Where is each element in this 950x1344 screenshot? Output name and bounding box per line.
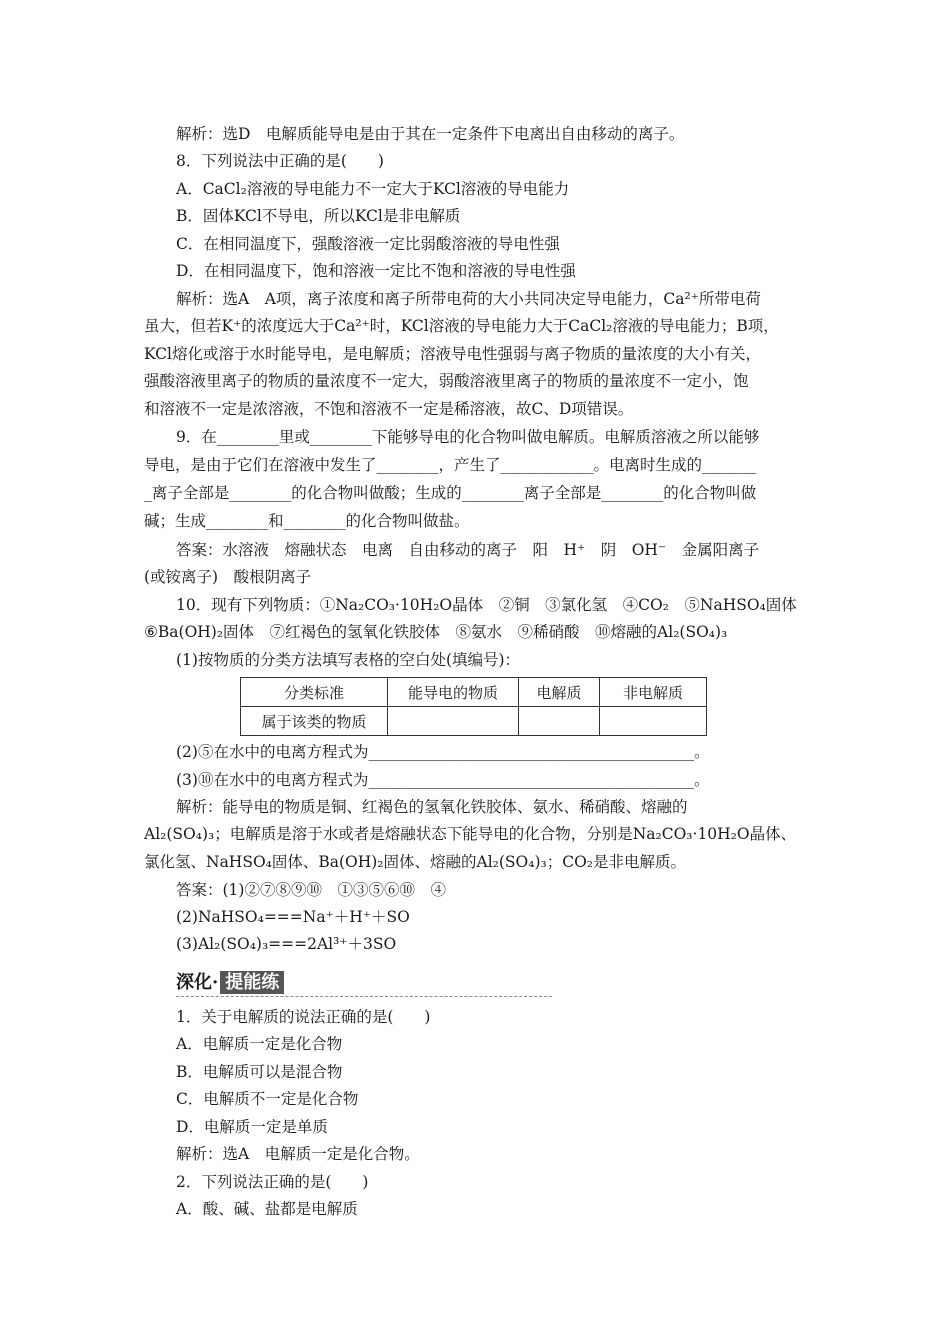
option-a: A．CaCl₂溶液的导电能力不一定大于KCl溶液的导电能力 — [176, 180, 570, 198]
subquestion-1: (1)按物质的分类方法填写表格的空白处(填编号)： — [176, 651, 521, 669]
analysis-line: 氯化氢、NaHSO₄固体、Ba(OH)₂固体、熔融的Al₂(SO₄)₃；CO₂是非电解质。 — [144, 853, 687, 871]
table-header: 分类标准 — [241, 678, 388, 707]
analysis-line: 和溶液不一定是浓溶液，不饱和溶液不一定是稀溶液，故C、D项错误。 — [144, 400, 634, 418]
table-cell — [519, 707, 600, 736]
option-a: A．电解质一定是化合物 — [176, 1035, 343, 1053]
section-divider — [176, 996, 552, 997]
question-2: 2．下列说法正确的是( ) — [176, 1173, 369, 1191]
analysis-line: 解析：选A 电解质一定是化合物。 — [176, 1145, 420, 1163]
table-header: 非电解质 — [600, 678, 707, 707]
subquestion-3: (3)⑩在水中的电离方程式为__________________________________________。 — [176, 771, 710, 789]
option-a: A．酸、碱、盐都是电解质 — [176, 1200, 358, 1218]
section-boxed-label: 提能练 — [220, 971, 284, 994]
analysis-line: 虽大，但若K⁺的浓度远大于Ca²⁺时，KCl溶液的导电能力大于CaCl₂溶液的导电能力；B项， — [144, 317, 779, 335]
classification-table — [240, 677, 707, 736]
question-line: 碱；生成________和________的化合物叫做盐。 — [144, 512, 470, 530]
answer-line: 答案：水溶液 熔融状态 电离 自由移动的离子 阳 H⁺ 阴 OH⁻ 金属阳离子 — [176, 541, 760, 559]
option-b: B．电解质可以是混合物 — [176, 1063, 343, 1081]
table-cell — [600, 707, 707, 736]
option-d: D．在相同温度下，饱和溶液一定比不饱和溶液的导电性强 — [176, 262, 576, 280]
analysis-line: 强酸溶液里离子的物质的量浓度不一定大，弱酸溶液里离子的物质的量浓度不一定小，饱 — [144, 372, 749, 390]
question-8: 8．下列说法中正确的是( ) — [176, 152, 384, 170]
option-c: C．电解质不一定是化合物 — [176, 1090, 359, 1108]
subquestion-2: (2)⑤在水中的电离方程式为__________________________________________。 — [176, 743, 710, 761]
answer-line: (或铵离子) 酸根阴离子 — [144, 568, 312, 586]
section-prefix: 深化· — [176, 972, 219, 993]
question-line: _离子全部是________的化合物叫做酸；生成的________离子全部是________的化合物叫做 — [144, 484, 757, 502]
table-header-row — [241, 678, 707, 707]
text-line: 解析：选D 电解质能导电是由于其在一定条件下电离出自由移动的离子。 — [176, 125, 685, 143]
answer-line: (2)NaHSO₄===Na⁺＋H⁺＋SO — [176, 908, 410, 926]
question-9: 9．在________里或________下能够导电的化合物叫做电解质。电解质溶液之所以能够 — [176, 428, 760, 446]
question-1: 1．关于电解质的说法正确的是( ) — [176, 1008, 431, 1026]
option-d: D．电解质一定是单质 — [176, 1118, 328, 1136]
question-line: 导电，是由于它们在溶液中发生了________，产生了____________。电离时生成的_______ — [144, 456, 757, 474]
section-title — [176, 968, 284, 994]
question-10: 10．现有下列物质：①Na₂CO₃·10H₂O晶体 ②铜 ③氯化氢 ④CO₂ ⑤NaHSO₄固体 — [176, 596, 797, 614]
question-line: ⑥Ba(OH)₂固体 ⑦红褐色的氢氧化铁胶体 ⑧氨水 ⑨稀硝酸 ⑩熔融的Al₂(SO₄)₃ — [144, 623, 728, 641]
analysis-line: 解析：选A A项，离子浓度和离子所带电荷的大小共同决定导电能力，Ca²⁺所带电荷 — [176, 290, 761, 308]
table-cell — [388, 707, 519, 736]
analysis-line: 解析：能导电的物质是铜、红褐色的氢氧化铁胶体、氨水、稀硝酸、熔融的 — [176, 798, 688, 816]
table-header: 电解质 — [519, 678, 600, 707]
analysis-line: Al₂(SO₄)₃；电解质是溶于水或者是熔融状态下能导电的化合物，分别是Na₂CO₃·10H₂O晶体、 — [144, 825, 797, 843]
table-cell: 属于该类的物质 — [241, 707, 388, 736]
table-header: 能导电的物质 — [388, 678, 519, 707]
option-c: C．在相同温度下，强酸溶液一定比弱酸溶液的导电性强 — [176, 235, 560, 253]
table-row — [241, 707, 707, 736]
answer-line: 答案：(1)②⑦⑧⑨⑩ ①③⑤⑥⑩ ④ — [176, 881, 446, 899]
analysis-line: KCl熔化或溶于水时能导电，是电解质；溶液导电性强弱与离子物质的量浓度的大小有关， — [144, 345, 761, 363]
answer-line: (3)Al₂(SO₄)₃===2Al³⁺＋3SO — [176, 935, 397, 953]
option-b: B．固体KCl不导电，所以KCl是非电解质 — [176, 207, 461, 225]
